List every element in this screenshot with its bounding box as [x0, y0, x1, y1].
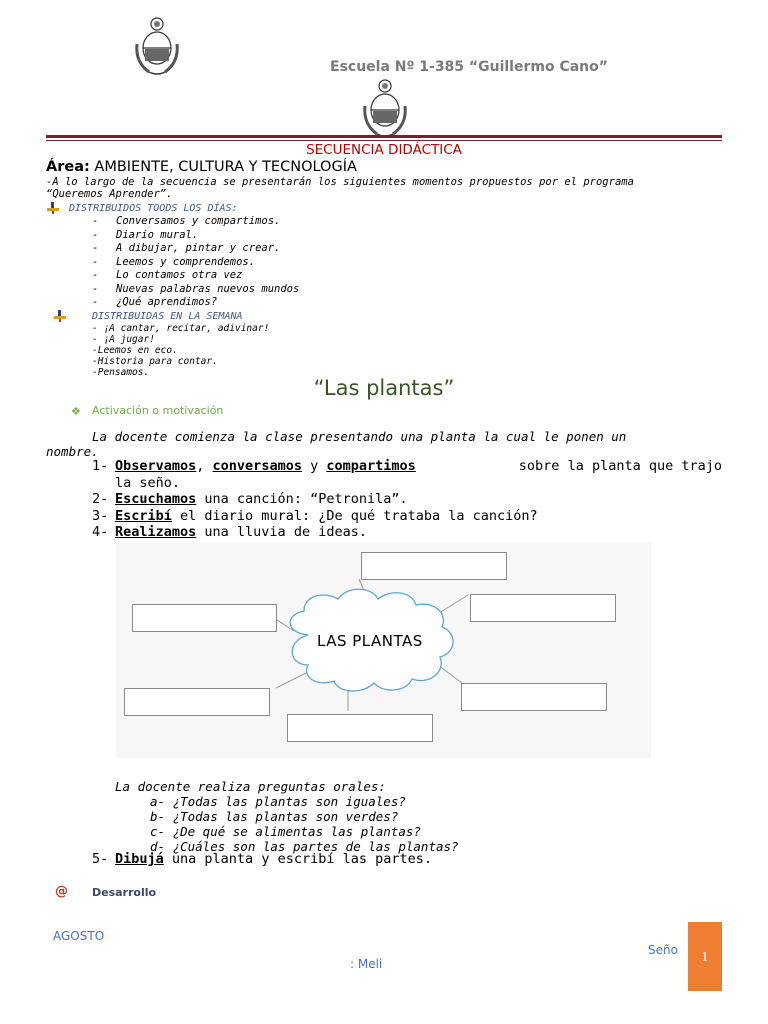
- question-item: b- ¿Todas las plantas son verdes?: [150, 809, 399, 824]
- footer-teacher-name: : Meli: [350, 957, 383, 971]
- step-4: 4- Realizamos una lluvia de ideas.: [92, 524, 367, 540]
- step-keyword: Realizamos: [115, 524, 197, 540]
- list-item: - Nuevas palabras nuevos mundos: [92, 282, 300, 295]
- step-keyword: Escuchamos: [115, 491, 197, 507]
- intro-line-2: “Queremos Aprender”.: [46, 188, 173, 200]
- step-1: 1- Observamos, conversamos y compartimos sobre la planta que trajo la seño.: [92, 458, 722, 491]
- pin-bullet-icon: [54, 310, 66, 322]
- mind-map-box: [132, 604, 277, 632]
- list-item: -Leemos en eco.: [92, 345, 178, 356]
- question-item: c- ¿De qué se alimentas las plantas?: [150, 824, 421, 839]
- lesson-paragraph: [46, 429, 722, 459]
- paragraph-line-1: La docente comienza la clase presentando una planta la cual le ponen un: [92, 429, 627, 444]
- school-name: Escuela Nº 1-385 “Guillermo Cano”: [330, 59, 608, 75]
- diamond-bullet-icon: ❖: [71, 405, 81, 418]
- pin-bullet-icon: [47, 202, 59, 214]
- oral-questions: [115, 779, 459, 854]
- list-item: - Lo contamos otra vez: [92, 269, 243, 281]
- coat-of-arms-seal-icon: [359, 76, 411, 140]
- list-item: - ¡A cantar, recitar, adivinar!: [92, 323, 270, 334]
- mind-map-box: [470, 594, 616, 622]
- step-5: 5- Dibujá una planta y escribí las partes.: [92, 851, 432, 867]
- daily-heading: DISTRIBUIDOS TOODS LOS DÍAS:: [69, 203, 238, 214]
- intro-text: [46, 176, 726, 200]
- weekly-heading: DISTRIBUIDAS EN LA SEMANA: [92, 311, 243, 322]
- questions-intro: La docente realiza preguntas orales:: [115, 779, 386, 794]
- list-item: - Leemos y comprendemos.: [92, 255, 256, 268]
- mind-map-box: [461, 683, 607, 711]
- step-keyword: Observamos: [115, 458, 197, 474]
- header-rule-thick: [46, 135, 722, 138]
- lesson-title: “Las plantas”: [313, 376, 455, 400]
- area-line: [46, 159, 357, 175]
- mind-map-box: [124, 688, 270, 716]
- list-item: - ¿Qué aprendimos?: [92, 296, 218, 308]
- area-label: Área:: [46, 159, 90, 175]
- list-item: -Historia para contar.: [92, 356, 218, 367]
- page-number: 1: [688, 922, 722, 991]
- header-rule-thin: [46, 140, 722, 141]
- mind-map-box: [287, 714, 433, 742]
- activation-heading: Activación o motivación: [92, 404, 224, 417]
- development-heading: Desarrollo: [92, 886, 157, 899]
- daily-list: [92, 215, 299, 310]
- at-sign-icon: @: [55, 884, 68, 899]
- sequence-title: SECUENCIA DIDÁCTICA: [306, 142, 462, 158]
- list-item: - Conversamos y compartimos.: [92, 215, 281, 227]
- mind-map: [116, 543, 651, 758]
- weekly-list: [92, 323, 269, 378]
- list-item: - A dibujar, pintar y crear.: [92, 242, 281, 254]
- question-item: a- ¿Todas las plantas son iguales?: [150, 794, 406, 809]
- step-keyword: conversamos: [212, 458, 302, 474]
- list-item: - ¡A jugar!: [92, 334, 155, 345]
- step-2: 2- Escuchamos una canción: “Petronila”.: [92, 491, 408, 507]
- step-keyword: compartimos: [326, 458, 416, 474]
- step-keyword: Escribí: [115, 508, 172, 524]
- paragraph-line-2: nombre.: [46, 444, 99, 459]
- coat-of-arms-seal-icon: [131, 14, 183, 78]
- footer-teacher-label: Seño: [648, 943, 678, 957]
- step-keyword: Dibujá: [115, 851, 164, 867]
- footer-month: AGOSTO: [53, 929, 105, 943]
- question-item: d- ¿Cuáles son las partes de las plantas?: [150, 839, 459, 854]
- mind-map-center-label: LAS PLANTAS: [317, 632, 423, 650]
- step-3: 3- Escribí el diario mural: ¿De qué trataba la canción?: [92, 508, 538, 524]
- intro-line-1: -A lo largo de la secuencia se presentarán los siguientes momentos propuestos por el programa: [46, 176, 634, 188]
- step-1-continuation: la seño.: [115, 474, 181, 491]
- list-item: - Diario mural.: [92, 228, 199, 241]
- list-item: -Pensamos.: [92, 367, 150, 378]
- area-value: AMBIENTE, CULTURA Y TECNOLOGÍA: [94, 159, 357, 175]
- mind-map-box: [361, 552, 507, 580]
